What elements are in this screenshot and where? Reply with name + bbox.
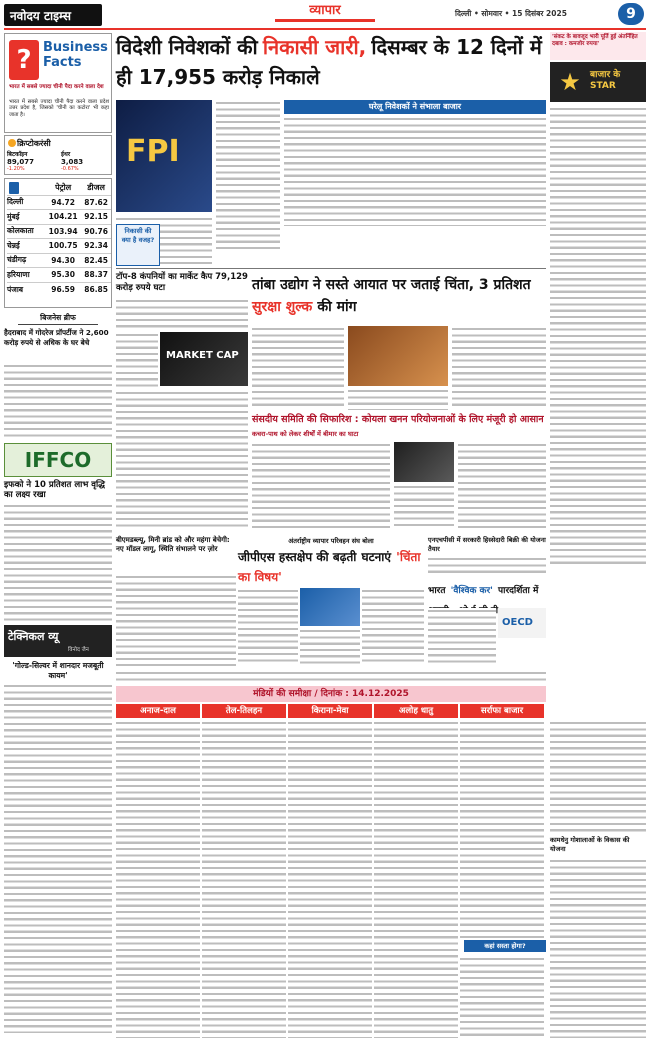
mandi-column-body [288,720,372,1038]
brands-story [116,536,236,668]
petrol-price: 94.72 [45,195,81,210]
coal-headline: संसदीय समिति की सिफारिश : कोयला खनन परियोजनाओं के लिए मंजूरी हो आसान [252,414,544,425]
oecd-headline-1: भारत [428,586,446,596]
mandi-column-body [116,720,200,1038]
iffco-headline: इफको ने 10 प्रतिशत लाभ वृद्धि का लक्ष्य रखा [4,480,105,500]
cheaper-box [464,940,546,952]
mandi-column-body [460,720,544,938]
mandi-column-body [460,956,544,1038]
power-headline: एनएचपीसी में सरकारी हिस्सेदारी बिक्री की योजना तैयार [428,536,546,553]
gps-story [238,536,424,668]
fuel-city: दिल्ली [7,195,45,210]
lead-headline-2: दिसम्बर के 12 दिनों में ही 17,955 करोड़ निकाले [116,35,542,89]
sidebar-head: घरेलू निवेशकों ने संभाला बाजार [368,102,462,111]
gps-body-1 [238,588,298,664]
fuel-city: मुंबई [7,210,45,225]
gps-body-2 [300,628,360,664]
technical-title: टेक्निकल व्यू [8,630,59,643]
mandi-column [116,704,200,1039]
business-brief [4,311,112,441]
oecd-headline-2: पारदर्शिता में [498,586,539,596]
fuel-header-row [7,181,111,195]
lead-headline [116,32,546,96]
page-number-text: 9 [626,6,636,22]
coal-body-1 [252,442,390,528]
iffco-body [4,503,112,621]
fpi-label: FPI [126,134,180,169]
section-tab [275,2,375,22]
boxed-title: निकासी की क्या है वजह? [121,227,155,244]
diesel-price: 88.37 [81,268,111,283]
brief-body [4,363,112,439]
fuel-city: चेन्नई [7,239,45,254]
lead-headline-1: विदेशी निवेशकों की [116,35,258,59]
crypto-title: क्रिप्टोकरंसी [17,139,51,148]
mandi-column-header: अनाज-दाल [116,704,200,718]
gps-body-3 [362,588,424,664]
mandi-column [374,704,458,1039]
cheaper-title: कहां सस्ता होगा? [484,942,526,950]
business-facts [4,33,112,133]
right-body-2 [550,720,646,832]
mandi-columns [116,704,546,1039]
mid-body-block [116,670,546,684]
copper-image [348,326,448,386]
facts-text: भारत में सबसे ज्यादा चीनी पैदा करने वाला प्रदेश उत्तर प्रदेश है, जिसको 'चीनी का कटोरा' भी कहा जाता है। [9,99,109,118]
oecd-headline-highlight: 'वैश्विक कर' [450,586,493,596]
right-top-box [550,32,646,60]
diesel-price: 86.85 [81,282,111,297]
brands-body [116,574,236,666]
gps-headline [238,546,424,586]
logo [4,4,102,26]
copper-headline-highlight: सुरक्षा शुल्क [252,299,313,315]
fuel-city: चंडीगढ़ [7,253,45,268]
copper-body-2 [452,326,546,410]
mandi-column-body [374,720,458,1038]
iffco-logo [4,443,112,477]
petrol-price: 95.30 [45,268,81,283]
right-top-head: 'संकट के बावजूद भारी पूर्ति हुई अंतर्निहित दबाव : कमजोर रुपया' [552,34,638,47]
petrol-price: 96.59 [45,282,81,297]
gps-headline-2: घटनाएं [361,550,392,564]
crypto-price: 3,083 [61,158,84,166]
copper-story [252,274,546,414]
gps-headline-1: जीपीएस हस्तक्षेप की बढ़ती [238,550,357,564]
copper-headline-end: की मांग [317,299,357,315]
diesel-price: 92.15 [81,210,111,225]
gps-headline-highlight: 'चिंता का विषय' [238,550,421,584]
question-mark-icon: ? [16,45,32,75]
brief-title-bar [18,313,98,325]
facts-strap: भारत में सबसे ज्यादा चीनी पैदा करने वाला देश [9,84,104,90]
mandi-column-header: किराना-मेवा [288,704,372,718]
coal-body-3 [458,442,546,528]
mandi-title-bar [116,686,546,702]
fuel-row [7,195,111,210]
right-bottom-head: कामधेनु गोशालाओं के विकास की योजना [550,836,630,853]
gps-kicker: अंतर्राष्ट्रीय व्यापार परिवहन संघ बोला [288,537,374,545]
star-head: बाजार के STAR [590,70,621,91]
edition-line: दिल्ली • सोमवार • 15 दिसंबर 2025 [455,9,567,18]
top8-body-3 [116,390,248,530]
top8-body-2 [116,332,158,388]
mandi-column [288,704,372,1039]
coal-subhead: कचरा-पाथ को लेकर शीर्षों में बीमार का घाटा [252,430,359,438]
top8-headline: टॉप-8 कंपनियों का मार्केट कैप 79,129 करोड़ रुपये घटा [116,272,248,293]
mandi-column [202,704,286,1039]
diesel-price: 90.76 [81,224,111,239]
fuel-header [7,181,45,195]
technical-banner [4,625,112,657]
mandi-column-header: अलोह धातु [374,704,458,718]
crypto-box [4,135,112,175]
fuel-row [7,210,111,225]
lead-story [116,32,546,272]
facts-title: Business Facts [43,40,108,70]
fuel-row [7,268,111,283]
iata-image [300,588,360,626]
copper-headline [252,274,546,322]
fuel-city: कोलकाता [7,224,45,239]
copper-caption [348,388,448,410]
diesel-price: 87.62 [81,195,111,210]
oecd-logo-text: OECD [502,617,533,628]
diesel-price: 82.45 [81,253,111,268]
fuel-row [7,282,111,297]
petrol-price: 104.21 [45,210,81,225]
facts-emblem [9,40,39,80]
fuel-header: पेट्रोल [55,183,72,193]
petrol-price: 100.75 [45,239,81,254]
mandi-column-header: तेल-तिलहन [202,704,286,718]
oecd-headline [428,578,546,606]
mandi-column-body [202,720,286,1038]
fuel-price-table [7,181,111,297]
mandi-review [116,686,546,1039]
mandi-column-header: सर्राफा बाजार [460,704,544,718]
power-body [428,556,546,576]
iffco-story [4,443,112,623]
brands-headline: बीएमडब्ल्यू, मिनी ब्रांड को और महंगा बेचेगी: नए मॉडल लागू, स्थिति संभालने पर ज़ोर [116,536,230,553]
sidebar-body [284,116,546,226]
lead-image [116,100,212,212]
crypto-name: बिटकॉइन [7,151,28,158]
fuel-city: हरियाणा [7,268,45,283]
bitcoin-icon [8,139,16,147]
oecd-logo [498,608,546,638]
copper-headline-1: तांबा उद्योग ने सस्ते आयात पर जताई चिंता, 3 प्रतिशत [252,277,531,293]
left-column [4,33,112,1039]
right-body-1 [550,106,646,566]
crypto-row-bitcoin [7,150,59,174]
coal-story [252,414,546,532]
star-icon: ★ [559,68,581,96]
fuel-row [7,224,111,239]
brief-headline: हैदराबाद में गोदरेज प्रॉपर्टीज ने 2,600 करोड़ रुपये से अधिक के घर बेचे [4,328,109,347]
lead-body-1 [216,100,280,250]
masthead-rule [4,28,646,30]
crypto-change: -0.67% [61,166,79,172]
oecd-story [428,578,546,668]
fuel-row [7,239,111,254]
right-column [550,32,646,1039]
lead-rule [116,268,546,269]
brief-title: बिजनेस ब्रीफ [40,313,76,322]
mandi-column [460,704,544,1039]
oecd-body [428,608,496,666]
section-name: व्यापार [309,3,341,18]
technical-subhead: 'गोल्ड-सिल्वर में शानदार मजबूती कायम' [12,661,104,680]
coal-image [394,442,454,482]
crypto-price: 89,077 [7,158,35,166]
market-cap-label: MARKET CAP [166,350,239,361]
technical-byline: विनोद जैन [68,647,89,653]
technical-view [4,625,112,1035]
page-number [618,3,644,25]
lead-headline-highlight: निकासी जारी, [262,35,367,59]
copper-body-1 [252,326,344,410]
lead-boxed [116,224,160,266]
domestic-sidebar [284,100,546,114]
fuel-header: डीजल [87,183,105,193]
crypto-change: -1.20% [7,166,25,172]
petrol-price: 103.94 [45,224,81,239]
top8-story [116,272,248,534]
diesel-price: 92.34 [81,239,111,254]
masthead [0,0,650,30]
technical-body [4,683,112,1033]
right-body-3 [550,858,646,1038]
crypto-name: ईथर [61,151,71,158]
crypto-row-ether [61,150,111,174]
fuel-city: पंजाब [7,282,45,297]
iffco-logo-text: IFFCO [24,448,92,472]
top8-body-1 [116,298,248,330]
fuel-row [7,253,111,268]
mandi-title: मंडियों की समीक्षा / दिनांक : 14.12.2025 [253,689,409,699]
logo-text: नवोदय टाइम्स [10,9,72,23]
fuel-table [4,178,112,308]
star-banner [550,62,646,102]
coal-body-2 [394,484,454,528]
market-cap-image [160,332,248,386]
petrol-price: 94.30 [45,253,81,268]
